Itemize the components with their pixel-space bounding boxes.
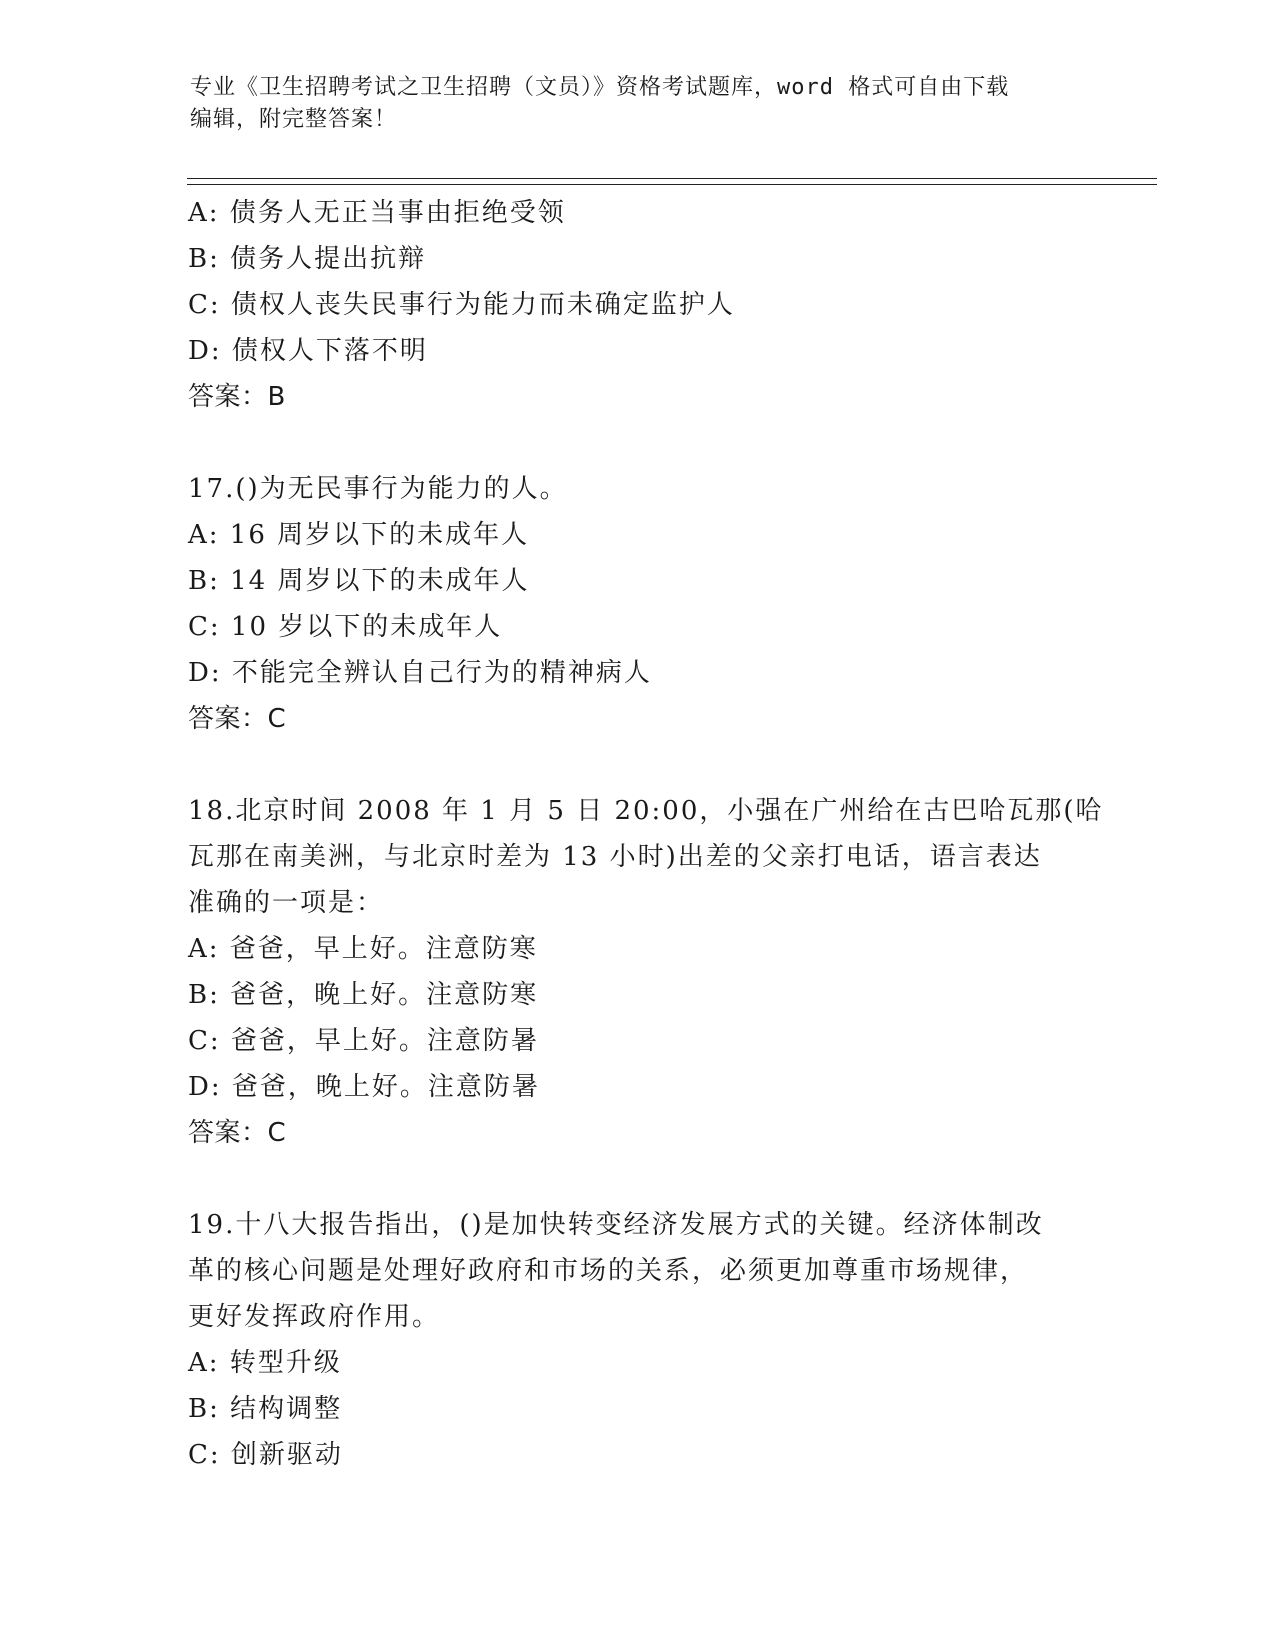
question-18 bbox=[188, 788, 1104, 1156]
document-header bbox=[190, 72, 1090, 136]
option-d: D: 债权人下落不明 bbox=[188, 336, 428, 366]
option-b: B: 14 周岁以下的未成年人 bbox=[188, 566, 530, 596]
question-stem-line-3: 准确的一项是： bbox=[188, 888, 385, 918]
question-stem-line-3: 更好发挥政府作用。 bbox=[188, 1302, 441, 1332]
header-title-line-1: 专业《卫生招聘考试之卫生招聘（文员）》资格考试题库，word 格式可自由下载 bbox=[190, 75, 1010, 100]
question-16 bbox=[188, 190, 1088, 420]
option-c: C: 创新驱动 bbox=[188, 1440, 343, 1470]
option-c: C: 爸爸，早上好。注意防暑 bbox=[188, 1026, 539, 1056]
question-spacer bbox=[188, 420, 1088, 466]
question-stem-line-1: 18.北京时间 2008 年 1 月 5 日 20:00，小强在广州给在古巴哈瓦那(哈 bbox=[188, 796, 1104, 826]
option-b: B: 结构调整 bbox=[188, 1394, 343, 1424]
option-a: A: 债务人无正当事由拒绝受领 bbox=[188, 198, 566, 228]
option-a: A: 转型升级 bbox=[188, 1348, 342, 1378]
header-title-line-2: 编辑，附完整答案！ bbox=[190, 107, 398, 132]
option-c: C: 债权人丧失民事行为能力而未确定监护人 bbox=[188, 290, 735, 320]
question-spacer bbox=[188, 742, 1088, 788]
option-b: B: 爸爸，晚上好。注意防寒 bbox=[188, 980, 539, 1010]
option-d: D: 爸爸，晚上好。注意防暑 bbox=[188, 1072, 540, 1102]
answer-line: 答案：C bbox=[188, 704, 287, 734]
option-b: B: 债务人提出抗辩 bbox=[188, 244, 427, 274]
question-stem: 17.()为无民事行为能力的人。 bbox=[188, 474, 568, 504]
option-c: C: 10 岁以下的未成年人 bbox=[188, 612, 503, 642]
answer-line: 答案：C bbox=[188, 1118, 287, 1148]
question-19 bbox=[188, 1202, 1088, 1478]
question-17 bbox=[188, 466, 1088, 742]
option-a: A: 16 周岁以下的未成年人 bbox=[188, 520, 530, 550]
question-stem-line-1: 19.十八大报告指出，()是加快转变经济发展方式的关键。经济体制改 bbox=[188, 1210, 1044, 1240]
answer-line: 答案：B bbox=[188, 382, 286, 412]
option-a: A: 爸爸，早上好。注意防寒 bbox=[188, 934, 538, 964]
question-spacer bbox=[188, 1156, 1088, 1202]
option-d: D: 不能完全辨认自己行为的精神病人 bbox=[188, 658, 652, 688]
question-stem-line-2: 瓦那在南美洲，与北京时差为 13 小时)出差的父亲打电话，语言表达 bbox=[188, 842, 1042, 872]
question-list bbox=[188, 190, 1104, 1478]
question-stem-line-2: 革的核心问题是处理好政府和市场的关系，必须更加尊重市场规律， bbox=[188, 1256, 1029, 1286]
header-divider bbox=[187, 178, 1157, 185]
